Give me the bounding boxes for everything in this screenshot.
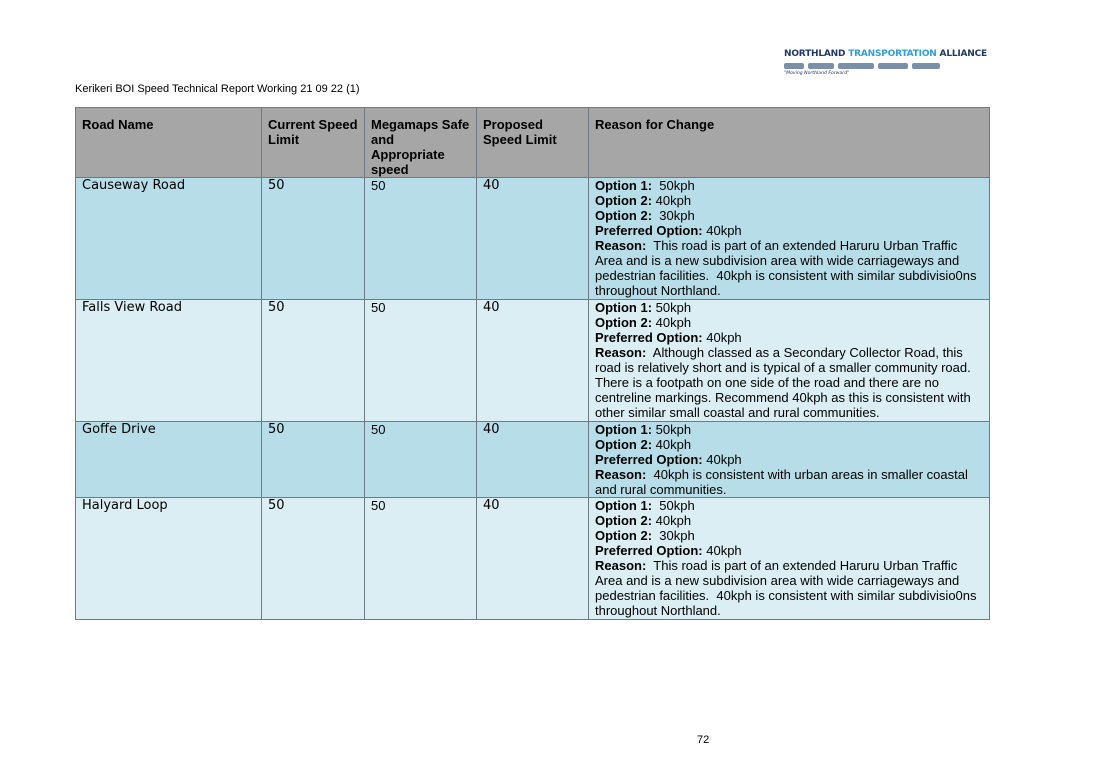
option-line xyxy=(595,452,983,467)
document-title: Kerikeri BOI Speed Technical Report Working 21 09 22 (1) xyxy=(75,83,360,95)
option-line xyxy=(595,330,983,345)
option-label: Option 2: xyxy=(595,437,653,452)
road-name-cell: Falls View Road xyxy=(76,300,262,422)
reason-line xyxy=(595,467,983,482)
header-current-speed: Current Speed Limit xyxy=(262,108,365,178)
current-speed-cell: 50 xyxy=(262,178,365,300)
northland-transportation-alliance-logo xyxy=(784,49,987,83)
option-line xyxy=(595,543,983,558)
option-label: Option 1: xyxy=(595,422,653,437)
reason-label: Reason: xyxy=(595,238,647,253)
current-speed-cell: 50 xyxy=(262,498,365,620)
header-reason: Reason for Change xyxy=(589,108,990,178)
reason-text: 40kph is consistent with urban areas in smaller coastal xyxy=(646,467,968,482)
road-name-cell: Halyard Loop xyxy=(76,498,262,620)
reason-line xyxy=(595,558,983,573)
reason-line xyxy=(595,345,983,360)
option-value: 30kph xyxy=(652,528,695,543)
reason-cell xyxy=(589,300,990,422)
option-value: 30kph xyxy=(652,208,695,223)
option-value: 50kph xyxy=(652,178,695,193)
option-value: 40kph xyxy=(702,452,742,467)
option-value: 50kph xyxy=(652,422,692,437)
reason-line xyxy=(595,573,983,588)
megamaps-speed-cell: 50 xyxy=(365,300,477,422)
proposed-speed-cell: 40 xyxy=(477,422,589,498)
partner-logos xyxy=(784,61,952,70)
option-line xyxy=(595,315,983,330)
option-line xyxy=(595,300,983,315)
table-row xyxy=(76,178,990,300)
option-label: Preferred Option: xyxy=(595,223,703,238)
reason-text: This road is part of an extended Haruru Urban Traffic xyxy=(646,558,958,573)
logo-tagline: "Moving Northland Forward" xyxy=(784,71,850,76)
table-header-row xyxy=(76,108,990,178)
reason-text: Although classed as a Secondary Collector Road, this xyxy=(646,345,963,360)
option-line xyxy=(595,178,983,193)
option-line xyxy=(595,437,983,452)
page-number: 72 xyxy=(697,734,710,746)
option-line xyxy=(595,422,983,437)
reason-line xyxy=(595,360,983,375)
current-speed-cell: 50 xyxy=(262,300,365,422)
option-value: 40kph xyxy=(652,193,692,208)
reason-cell xyxy=(589,498,990,620)
option-value: 40kph xyxy=(702,543,742,558)
option-line xyxy=(595,193,983,208)
option-label: Option 2: xyxy=(595,315,653,330)
reason-text: other similar small coastal and rural communities. xyxy=(595,405,880,420)
option-label: Preferred Option: xyxy=(595,330,703,345)
table-row xyxy=(76,498,990,620)
option-label: Option 1: xyxy=(595,498,653,513)
option-value: 40kph xyxy=(702,330,742,345)
option-label: Option 1: xyxy=(595,300,653,315)
option-line xyxy=(595,498,983,513)
reason-line xyxy=(595,588,983,603)
reason-text: This road is part of an extended Haruru Urban Traffic xyxy=(646,238,958,253)
reason-line xyxy=(595,482,983,497)
reason-text: pedestrian facilities. 40kph is consistent with similar subdivisio0ns xyxy=(595,268,977,283)
proposed-speed-cell: 40 xyxy=(477,178,589,300)
option-value: 50kph xyxy=(652,300,692,315)
reason-line xyxy=(595,238,983,253)
megamaps-speed-cell: 50 xyxy=(365,178,477,300)
option-label: Option 2: xyxy=(595,208,653,223)
option-value: 40kph xyxy=(652,513,692,528)
megamaps-speed-cell: 50 xyxy=(365,422,477,498)
option-label: Option 2: xyxy=(595,193,653,208)
option-label: Option 2: xyxy=(595,528,653,543)
option-label: Preferred Option: xyxy=(595,543,703,558)
reason-text: throughout Northland. xyxy=(595,603,721,618)
reason-line xyxy=(595,283,983,298)
reason-text: throughout Northland. xyxy=(595,283,721,298)
table-body xyxy=(76,178,990,620)
reason-text: There is a footpath on one side of the road and there are no xyxy=(595,375,940,390)
road-name-cell: Goffe Drive xyxy=(76,422,262,498)
header-proposed-speed: Proposed Speed Limit xyxy=(477,108,589,178)
option-label: Preferred Option: xyxy=(595,452,703,467)
table-row xyxy=(76,422,990,498)
proposed-speed-cell: 40 xyxy=(477,300,589,422)
option-line xyxy=(595,513,983,528)
reason-text: centreline markings. Recommend 40kph as this is consistent with xyxy=(595,390,971,405)
reason-line xyxy=(595,253,983,268)
reason-text: road is relatively short and is typical of a smaller community road. xyxy=(595,360,971,375)
option-value: 50kph xyxy=(652,498,695,513)
reason-line xyxy=(595,405,983,420)
road-name-cell: Causeway Road xyxy=(76,178,262,300)
reason-line xyxy=(595,375,983,390)
speed-limit-table xyxy=(75,107,990,620)
logo-title: NORTHLAND TRANSPORTATION ALLIANCE xyxy=(784,49,987,59)
header-road-name: Road Name xyxy=(76,108,262,178)
option-label: Option 2: xyxy=(595,513,653,528)
reason-text: and rural communities. xyxy=(595,482,727,497)
reason-line xyxy=(595,390,983,405)
reason-line xyxy=(595,268,983,283)
reason-label: Reason: xyxy=(595,467,647,482)
reason-label: Reason: xyxy=(595,345,647,360)
reason-label: Reason: xyxy=(595,558,647,573)
reason-text: pedestrian facilities. 40kph is consistent with similar subdivisio0ns xyxy=(595,588,977,603)
table-row xyxy=(76,300,990,422)
header-megamaps-speed: Megamaps Safe and Appropriate speed xyxy=(365,108,477,178)
option-value: 40kph xyxy=(652,437,692,452)
reason-cell xyxy=(589,178,990,300)
option-label: Option 1: xyxy=(595,178,653,193)
option-line xyxy=(595,208,983,223)
reason-cell xyxy=(589,422,990,498)
option-value: 40kph xyxy=(702,223,742,238)
proposed-speed-cell: 40 xyxy=(477,498,589,620)
option-line xyxy=(595,223,983,238)
current-speed-cell: 50 xyxy=(262,422,365,498)
reason-line xyxy=(595,603,983,618)
megamaps-speed-cell: 50 xyxy=(365,498,477,620)
option-line xyxy=(595,528,983,543)
reason-text: Area and is a new subdivision area with wide carriageways and xyxy=(595,573,960,588)
reason-text: Area and is a new subdivision area with wide carriageways and xyxy=(595,253,960,268)
option-value: 40kph xyxy=(652,315,692,330)
